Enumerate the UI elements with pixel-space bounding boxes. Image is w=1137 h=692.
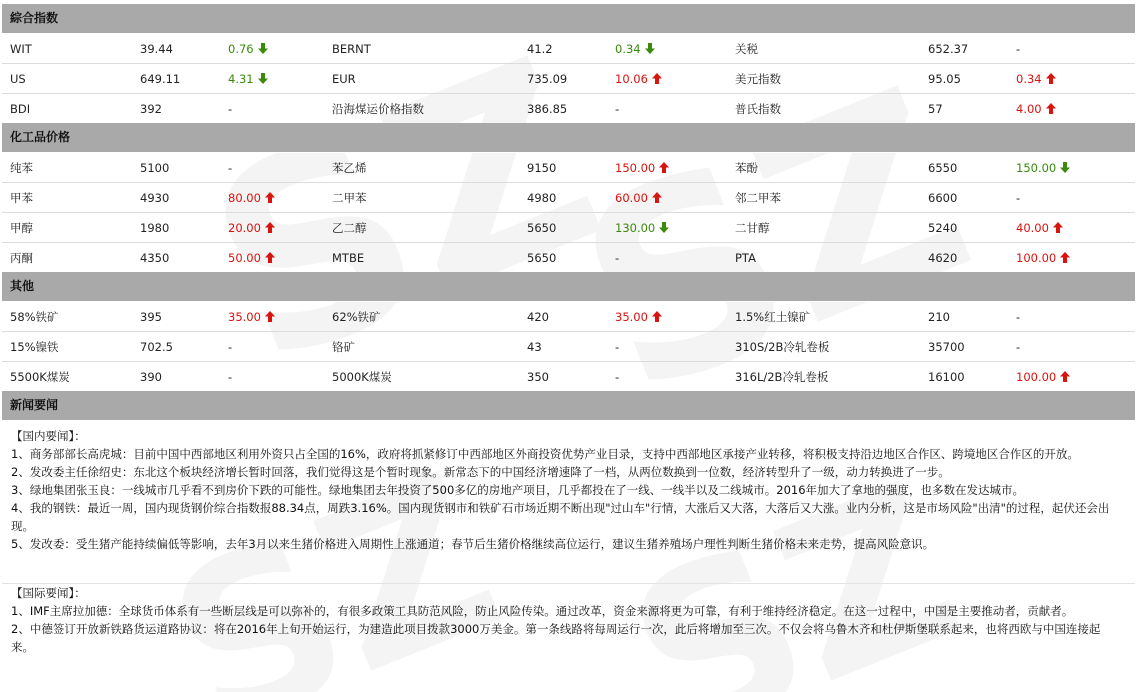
item-price: 16100 <box>928 369 965 384</box>
item-name: 美元指数 <box>727 64 920 94</box>
item-name: 15%镍铁 <box>2 332 132 362</box>
item-price: 210 <box>920 302 1008 332</box>
item-name: 普氏指数 <box>735 101 781 116</box>
change-value: 130.00 <box>615 220 656 235</box>
domestic-news-list <box>11 445 1135 553</box>
item-name: 二甘醇 <box>727 213 920 243</box>
item-price: 735.09 <box>519 64 607 94</box>
change-value: 0.76 <box>228 41 254 56</box>
item-name: 乙二醇 <box>324 213 519 243</box>
table-row <box>2 94 1135 124</box>
item-name: 沿海煤运价格指数 <box>332 101 424 116</box>
item-price: 4350 <box>140 250 170 265</box>
item-change <box>220 213 324 243</box>
item-price: 5240 <box>920 213 1008 243</box>
item-change <box>220 332 324 362</box>
news-item: 1、商务部部长高虎城：目前中国中西部地区利用外资只占全国的16%，政府将抓紧修订中西部地区外商投资优势产业目录，支持中西部地区承接产业转移，将积极支持沿边地区合作区、跨境地区合作区的开放。 <box>11 447 1079 461</box>
item-name: 二甲苯 <box>324 183 519 213</box>
change-value: 40.00 <box>1016 220 1049 235</box>
item-change <box>607 94 727 124</box>
item-name: US <box>2 64 132 94</box>
news-item: 1、IMF主席拉加德：全球货币体系有一些断层线是可以弥补的，有很多政策工具防范风险，防止风险传染。通过改革，资金来源将更为可靠，有利于维持经济稳定。在这一过程中，中国是主要推动者，贡献者。 <box>11 604 1074 618</box>
item-price: 5100 <box>132 153 220 183</box>
change-value: - <box>1016 309 1021 324</box>
item-change <box>220 362 324 392</box>
item-name: PTA <box>735 250 756 265</box>
item-change <box>1008 94 1135 124</box>
news-item: 2、发改委主任徐绍史：东北这个板块经济增长暂时回落，我们觉得这是个暂时现象。新常态下的中国经济增速降了一档，从两位数换到一位数，经济转型升了一级，动力转换进了一步。 <box>11 465 950 479</box>
change-value: - <box>228 369 233 384</box>
table-row <box>2 362 1135 392</box>
item-name: 丙酮 <box>10 250 33 265</box>
item-change <box>607 153 727 183</box>
change-value: 50.00 <box>228 250 261 265</box>
item-change <box>607 243 727 273</box>
table-row <box>2 64 1135 94</box>
item-price: 57 <box>928 101 943 116</box>
item-change <box>220 34 324 64</box>
item-price: 6600 <box>920 183 1008 213</box>
change-value: - <box>1016 190 1021 205</box>
arrow-up-icon <box>659 162 669 173</box>
item-name: 310S/2B冷轧卷板 <box>727 332 920 362</box>
change-value: 20.00 <box>228 220 261 235</box>
item-price: 386.85 <box>527 101 568 116</box>
intl-news-heading: 【国际要闻】： <box>11 586 86 600</box>
item-name: 邻二甲苯 <box>727 183 920 213</box>
news-item: 3、绿地集团张玉良：一线城市几乎看不到房价下跌的可能性。绿地集团去年投资了500多亿的房地产项目，几乎都投在了一线、一线半以及二线城市。2016年加大了拿地的强度，也多数在发达城市。 <box>11 483 1025 497</box>
arrow-down-icon <box>258 43 268 54</box>
item-change <box>1008 302 1135 332</box>
change-value: - <box>1016 339 1021 354</box>
table-row <box>2 213 1135 243</box>
change-value: - <box>228 339 233 354</box>
item-name: 铬矿 <box>324 332 519 362</box>
change-value: - <box>1016 41 1021 56</box>
section-header-market: 綜合指数 <box>2 4 1135 34</box>
item-price: 43 <box>519 332 607 362</box>
item-price: 5650 <box>519 213 607 243</box>
change-value: 4.00 <box>1016 101 1042 116</box>
arrow-up-icon <box>265 192 275 203</box>
arrow-down-icon <box>1060 162 1070 173</box>
item-change <box>1008 183 1135 213</box>
domestic-news-heading: 【国内要闻】： <box>11 429 86 443</box>
change-value: 35.00 <box>228 309 261 324</box>
item-price: 350 <box>527 369 549 384</box>
item-name: 苯乙烯 <box>324 153 519 183</box>
item-name: 纯苯 <box>2 153 132 183</box>
market-table <box>2 34 1135 123</box>
item-change <box>220 302 324 332</box>
change-value: 150.00 <box>615 160 656 175</box>
item-name: 58%铁矿 <box>2 302 132 332</box>
item-change <box>607 302 727 332</box>
item-name: MTBE <box>332 250 365 265</box>
item-change <box>220 64 324 94</box>
item-name: WIT <box>2 34 132 64</box>
change-value: 80.00 <box>228 190 261 205</box>
item-change <box>1008 243 1135 273</box>
item-price: 652.37 <box>920 34 1008 64</box>
item-change <box>1008 362 1135 392</box>
item-price: 35700 <box>920 332 1008 362</box>
arrow-up-icon <box>1060 252 1070 263</box>
item-name: 甲醇 <box>2 213 132 243</box>
item-change <box>1008 213 1135 243</box>
change-value: 0.34 <box>1016 71 1042 86</box>
change-value: 10.06 <box>615 71 648 86</box>
item-name: EUR <box>324 64 519 94</box>
item-change <box>1008 153 1135 183</box>
section-header-other: 其他 <box>2 272 1135 302</box>
item-name: 甲苯 <box>2 183 132 213</box>
arrow-up-icon <box>652 192 662 203</box>
item-change <box>607 183 727 213</box>
item-change <box>220 183 324 213</box>
arrow-up-icon <box>1060 371 1070 382</box>
report <box>2 4 1135 656</box>
table-row <box>2 243 1135 273</box>
table-row <box>2 332 1135 362</box>
change-value: - <box>615 369 620 384</box>
item-price: 95.05 <box>920 64 1008 94</box>
chem-table <box>2 153 1135 272</box>
section-header-chem: 化工品价格 <box>2 123 1135 153</box>
arrow-down-icon <box>258 73 268 84</box>
change-value: - <box>228 101 233 116</box>
change-value: - <box>615 250 620 265</box>
change-value: 100.00 <box>1016 250 1057 265</box>
arrow-up-icon <box>265 311 275 322</box>
item-name: 苯酚 <box>727 153 920 183</box>
arrow-up-icon <box>652 73 662 84</box>
item-change <box>220 94 324 124</box>
intl-news-list <box>11 602 1135 656</box>
item-change <box>607 64 727 94</box>
arrow-up-icon <box>265 252 275 263</box>
item-price: 5650 <box>527 250 557 265</box>
item-name: 5500K煤炭 <box>10 369 70 384</box>
item-price: 390 <box>140 369 162 384</box>
item-name: 316L/2B冷轧卷板 <box>735 369 829 384</box>
arrow-up-icon <box>1046 73 1056 84</box>
item-change <box>1008 64 1135 94</box>
arrow-down-icon <box>645 43 655 54</box>
item-name: 1.5%红土镍矿 <box>727 302 920 332</box>
item-price: 6550 <box>920 153 1008 183</box>
item-change <box>1008 332 1135 362</box>
news-item: 4、我的钢铁：最近一周，国内现货钢价综合指数报88.34点，周跌3.16%。国内现货钢市和铁矿石市场近期不断出现"过山车"行情，大涨后又大落，大落后又大涨。业内分析，这是市场风险"出清"的过程，起伏还会出现。 <box>11 501 1110 533</box>
item-price: 1980 <box>132 213 220 243</box>
arrow-up-icon <box>1053 222 1063 233</box>
item-price: 4980 <box>519 183 607 213</box>
item-price: 649.11 <box>132 64 220 94</box>
news-divider <box>2 553 1135 584</box>
item-change <box>607 332 727 362</box>
item-name: 5000K煤炭 <box>332 369 392 384</box>
news-item: 5、发改委：受生猪产能持续偏低等影响，去年3月以来生猪价格进入周期性上涨通道；春节后生猪价格继续高位运行，建议生猪养殖场户理性判断生猪价格未来走势，提高风险意识。 <box>11 537 935 551</box>
item-change <box>1008 34 1135 64</box>
table-row <box>2 302 1135 332</box>
change-value: 150.00 <box>1016 160 1057 175</box>
item-price: 395 <box>132 302 220 332</box>
other-table <box>2 302 1135 391</box>
item-name: 关税 <box>727 34 920 64</box>
item-price: 702.5 <box>132 332 220 362</box>
table-row <box>2 153 1135 183</box>
change-value: 4.31 <box>228 71 254 86</box>
news-body <box>2 421 1135 656</box>
table-row <box>2 183 1135 213</box>
item-name: BDI <box>10 101 31 116</box>
item-price: 4620 <box>928 250 958 265</box>
change-value: 35.00 <box>615 309 648 324</box>
news-item: 2、中德签订开放新铁路货运道路协议：将在2016年上旬开始运行，为建造此项目拨款3000万美金。第一条线路将每周运行一次，此后将增加至三次。不仅会将乌鲁木齐和杜伊斯堡联系起来，也将西欧与中国连接起来。 <box>11 622 1101 654</box>
item-price: 392 <box>140 101 162 116</box>
item-change <box>607 213 727 243</box>
item-price: 41.2 <box>519 34 607 64</box>
item-name: BERNT <box>324 34 519 64</box>
change-value: 0.34 <box>615 41 641 56</box>
change-value: - <box>228 160 233 175</box>
change-value: - <box>615 339 620 354</box>
item-price: 4930 <box>132 183 220 213</box>
item-change <box>607 362 727 392</box>
change-value: - <box>615 101 620 116</box>
arrow-up-icon <box>1046 103 1056 114</box>
table-row <box>2 34 1135 64</box>
item-change <box>220 153 324 183</box>
change-value: 60.00 <box>615 190 648 205</box>
item-change <box>220 243 324 273</box>
item-price: 9150 <box>519 153 607 183</box>
arrow-up-icon <box>652 311 662 322</box>
item-change <box>607 34 727 64</box>
item-price: 39.44 <box>132 34 220 64</box>
change-value: 100.00 <box>1016 369 1057 384</box>
item-name: 62%铁矿 <box>324 302 519 332</box>
section-header-news: 新闻要闻 <box>2 391 1135 421</box>
item-price: 420 <box>519 302 607 332</box>
arrow-down-icon <box>659 222 669 233</box>
arrow-up-icon <box>265 222 275 233</box>
